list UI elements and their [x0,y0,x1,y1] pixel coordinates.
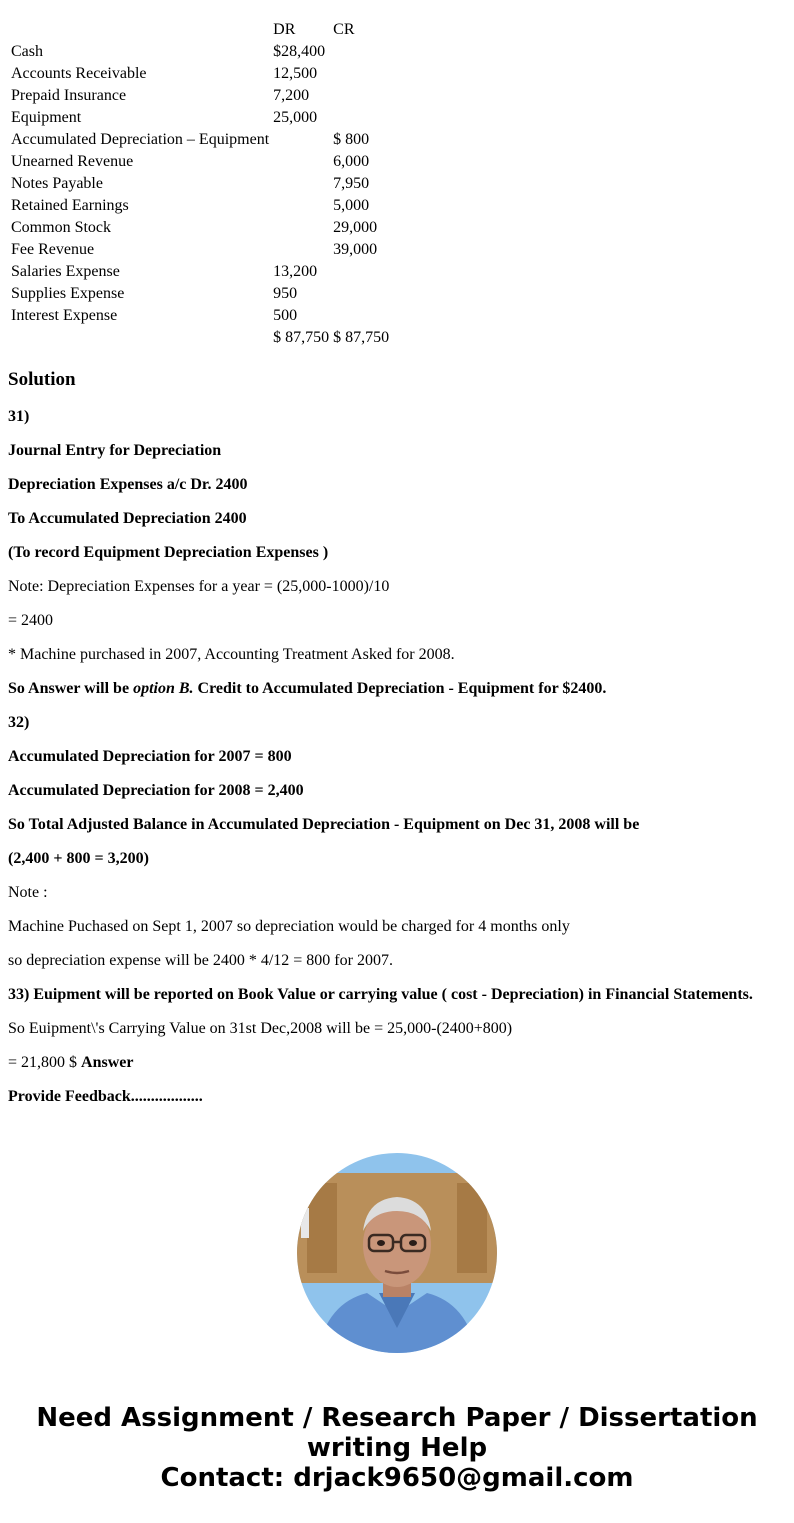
table-row [10,306,390,326]
cr-amount [332,284,390,304]
q33-calc: So Euipment\'s Carrying Value on 31st Dec,2008 will be = 25,000-(2400+800) [8,1020,513,1037]
table-row [10,64,390,84]
cr-amount [332,86,390,106]
q31-answer-option: option B. [133,680,194,697]
dr-amount: 25,000 [273,109,318,126]
table-row [10,196,390,216]
table-row [10,108,390,128]
q33-heading: 33) Euipment will be reported on Book Value or carrying value ( cost - Depreciation) in Financial Statements. [8,986,753,1003]
cr-amount [332,306,390,326]
account-name: Unearned Revenue [11,153,134,170]
table-row [10,174,390,194]
promo-line-1: Need Assignment / Research Paper / Dissertation [36,1403,758,1433]
cr-amount [332,262,390,282]
cr-amount [332,108,390,128]
dr-amount [272,130,330,150]
q31-answer [8,680,606,698]
account-name: Notes Payable [11,175,103,192]
account-name: Accounts Receivable [11,65,147,82]
table-row [10,42,390,62]
dr-amount [272,240,330,260]
account-name: Fee Revenue [11,241,95,258]
account-name: Cash [11,43,43,60]
account-name: Interest Expense [11,307,118,324]
cr-amount [332,42,390,62]
cr-amount [332,64,390,84]
q31-journal-heading: Journal Entry for Depreciation [8,442,222,459]
cr-amount: $ 800 [333,131,370,148]
q33-result [8,1054,133,1072]
q31-answer-prefix: So Answer will be [8,680,134,697]
dr-amount [272,174,330,194]
totals-row [10,328,390,348]
account-name: Accumulated Depreciation – Equipment [11,131,270,148]
q32-total-line: So Total Adjusted Balance in Accumulated Depreciation - Equipment on Dec 31, 2008 will be [8,816,640,833]
q31-narration: (To record Equipment Depreciation Expenses ) [8,544,329,561]
cr-amount: 6,000 [333,153,370,170]
account-name: Supplies Expense [11,285,125,302]
q31-note-formula: Note: Depreciation Expenses for a year = (25,000-1000)/10 [8,578,390,595]
q32-note-label: Note : [8,884,48,901]
cr-amount: 39,000 [333,241,378,258]
q31-credit-line: To Accumulated Depreciation 2400 [8,510,247,527]
dr-amount [272,196,330,216]
table-header-row [10,20,390,40]
table-row [10,262,390,282]
q31-number: 31) [8,408,30,425]
dr-amount: 13,200 [273,263,318,280]
q32-line-2007: Accumulated Depreciation for 2007 = 800 [8,748,292,765]
q31-answer-suffix: Credit to Accumulated Depreciation - Equipment for $2400. [193,680,607,697]
dr-amount: 7,200 [273,87,310,104]
feedback-text: Provide Feedback.................. [8,1088,203,1105]
dr-amount: 950 [273,285,298,302]
account-name: Salaries Expense [11,263,120,280]
account-name: Equipment [11,109,82,126]
q33-result-label: Answer [81,1054,134,1071]
trial-balance-table [8,18,392,350]
dr-amount: 12,500 [273,65,318,82]
account-name: Prepaid Insurance [11,87,127,104]
q32-note-purchase: Machine Puchased on Sept 1, 2007 so depreciation would be charged for 4 months only [8,918,570,935]
table-row [10,86,390,106]
dr-total: $ 87,750 [273,329,330,346]
cr-amount: 29,000 [333,219,378,236]
q33-result-value: = 21,800 $ [8,1054,82,1071]
avatar [297,1153,497,1353]
promo-contact: Contact: drjack9650@gmail.com [160,1463,634,1493]
totals-label [10,328,270,348]
cr-amount: 7,950 [333,175,370,192]
header-account [10,20,270,40]
q31-note-result: = 2400 [8,612,54,629]
q32-note-expense: so depreciation expense will be 2400 * 4/12 = 800 for 2007. [8,952,393,969]
avatar-portrait [297,1153,497,1353]
table-row [10,218,390,238]
q32-total-calc: (2,400 + 800 = 3,200) [8,850,149,867]
q32-line-2008: Accumulated Depreciation for 2008 = 2,400 [8,782,304,799]
solution-heading: Solution [8,369,76,390]
cr-total: $ 87,750 [333,329,390,346]
dr-amount: $28,400 [273,43,326,60]
cr-amount: 5,000 [333,197,370,214]
q31-debit-line: Depreciation Expenses a/c Dr. 2400 [8,476,248,493]
promo-line-2: writing Help [306,1433,488,1463]
header-cr: CR [333,21,355,38]
table-row [10,152,390,172]
dr-amount: 500 [273,307,298,324]
account-name: Retained Earnings [11,197,129,214]
dr-amount [272,152,330,172]
q32-number: 32) [8,714,30,731]
table-row [10,130,390,150]
q31-note-machine: * Machine purchased in 2007, Accounting Treatment Asked for 2008. [8,646,455,663]
header-dr: DR [273,21,296,38]
table-row [10,284,390,304]
account-name: Common Stock [11,219,112,236]
table-row [10,240,390,260]
promo-banner [0,1403,794,1493]
dr-amount [272,218,330,238]
